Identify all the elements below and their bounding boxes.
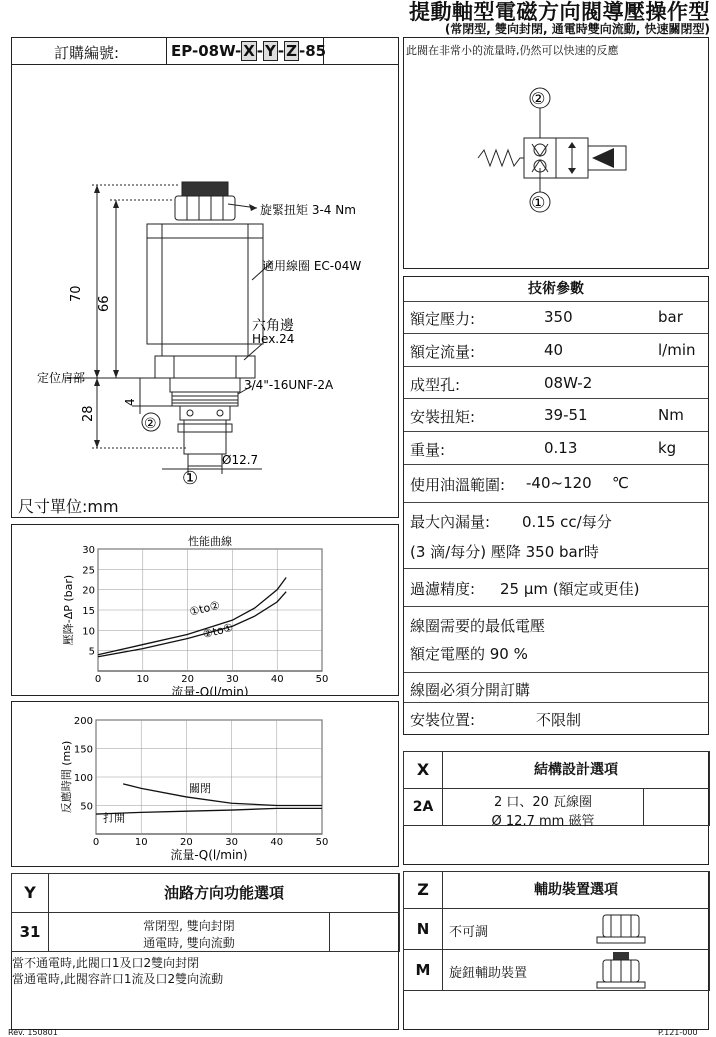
y-tick-label: 20 [82,585,95,597]
order-code-dash: - [256,42,263,60]
option-z-n-desc [442,908,710,950]
option-x-title: 結構設計選項 [442,751,710,789]
spec-voltage-line2: 額定電壓的 90 % [410,645,528,663]
x-axis-label: 流量-Q(l/min) [171,685,249,695]
drawing-panel [11,37,399,518]
spec-temperature [404,465,708,503]
x-tick-label: 50 [315,837,329,848]
response-time-chart-panel [11,701,399,867]
page-title: 提動軸型電磁方向閥導壓操作型 [409,0,710,24]
port-2-mark: ② [144,416,157,432]
spec-value: 39-51 [544,406,588,425]
spec-row [404,334,708,367]
option-y-line2: 通電時, 雙向流動 [143,936,235,950]
pressure-drop-chart [12,525,398,695]
option-z-panel [403,871,709,1030]
hydraulic-symbol [404,68,708,268]
pressure-drop-chart-panel [11,524,399,696]
spec-label: 額定流量: [410,342,476,361]
unit-note: 尺寸單位:mm [18,497,119,516]
y-axis-label: 壓降-ΔP (bar) [62,574,75,646]
x-tick-label: 50 [315,674,329,685]
spec-temp-label: 使用油溫範圍: [410,476,506,494]
option-y-spare [329,912,400,952]
option-x-desc [442,788,644,829]
spec-row [404,367,708,400]
hex-value: Hex.24 [252,332,295,346]
coil-label: 適用線圈 EC-04W [262,259,362,273]
y-tick-label: 25 [82,565,95,577]
option-z-n-text: 不可調 [449,925,489,940]
option-z-m-desc [442,949,710,991]
spec-filter-value: 25 μm (額定或更佳) [500,580,640,598]
option-x-panel [403,751,709,865]
order-code-prefix: EP-08W- [171,42,242,60]
order-code-suffix: -85 [299,42,327,60]
x-tick-label: 40 [270,674,284,685]
chart-title: 性能曲線 [188,535,232,548]
diameter-label: Ø12.7 [222,453,259,467]
valve-drawing [12,64,398,494]
y-axis-label: 反應時間 (ms) [60,740,73,814]
option-y-desc [48,912,330,952]
spec-mount-value: 不限制 [536,711,582,729]
hex-label: 六角邊 [252,318,294,334]
option-z-head: Z [403,871,443,909]
x-tick-label: 0 [92,837,100,848]
port-1-mark: ① [182,468,199,489]
specs-title: 技術參數 [404,277,708,302]
spec-unit: l/min [658,340,696,359]
symbol-panel [403,37,709,269]
locating-shoulder-label: 定位肩部 [37,371,86,385]
spec-leak-value: 0.15 cc/每分 [522,513,612,531]
y-tick-label: 5 [88,646,95,658]
x-tick-label: 40 [270,837,284,848]
dim-66: 66 [97,295,112,312]
spec-value: 40 [544,340,564,359]
order-code-row [12,38,398,65]
series-line-2 [98,592,286,657]
y-tick-label: 150 [73,744,93,756]
option-z-n-code: N [403,908,443,950]
series-label-close: 關閉 [188,781,211,795]
symbol-description: 此閥在非常小的流量時,仍然可以快速的反應 [406,44,619,57]
y-tick-label: 10 [82,626,95,638]
option-x-line2: Ø 12.7 mm 磁管 [491,814,595,829]
order-code-z: Z [286,42,297,60]
spec-mounting [404,703,708,735]
spec-row [404,432,708,465]
spec-coil-order [404,673,708,703]
dim-4: 4 [123,398,137,406]
option-y-line1: 常閉型, 雙向封閉 [143,919,235,933]
option-y-head: Y [11,873,49,913]
x-tick-label: 20 [180,837,193,848]
spec-filter-label: 過濾精度: [410,580,476,598]
footer-left: Rev. 150801 [8,1028,58,1037]
symbol-port-1: ① [531,193,546,212]
spec-unit: Nm [658,406,684,425]
torque-label: 旋緊扭矩 3-4 Nm [260,203,356,217]
spec-label: 重量: [410,441,446,460]
spec-label: 安裝扭矩: [410,408,476,427]
series-line-1 [123,781,322,806]
order-code-y: Y [265,42,276,60]
spec-leak-note: (3 滴/每分) 壓降 350 bar時 [410,543,599,561]
spec-value: 08W-2 [544,373,593,392]
x-tick-label: 30 [226,674,239,685]
spec-voltage-line1: 線圈需要的最低電壓 [410,617,546,635]
option-z-m-text: 旋鈕輔助裝置 [449,966,528,981]
spec-leak-label: 最大內漏量: [410,513,491,531]
spec-temp-value: -40~120 [526,474,592,492]
order-code-dash: - [277,42,285,60]
x-tick-label: 0 [94,674,102,685]
x-tick-label: 10 [136,674,150,685]
spec-row [404,301,708,334]
symbol-port-2: ② [531,89,546,108]
option-x-code: 2A [403,788,443,826]
y-tick-label: 200 [73,716,93,727]
page-subtitle: (常閉型, 雙向封閉, 通電時雙向流動, 快速關閉型) [444,22,710,36]
option-x-spare [643,788,710,826]
spec-row [404,399,708,432]
series-label-b: ②to① [201,620,235,642]
thread-label: 3/4"-16UNF-2A [244,378,334,392]
response-time-chart [12,702,398,866]
option-y-panel [11,873,399,1030]
dim-28: 28 [81,405,96,422]
spec-value: 0.13 [544,439,578,458]
order-code [166,38,327,64]
order-label: 訂購編號: [54,44,120,62]
spec-value: 350 [544,308,573,326]
spec-temp-unit: ℃ [612,474,629,492]
spec-coil-order-text: 線圈必須分開訂購 [410,681,531,699]
spec-leakage [404,503,708,569]
option-y-note2: 當通電時,此閥容許口1流及口2雙向流動 [12,972,224,986]
x-tick-label: 20 [181,674,194,685]
dim-70: 70 [69,285,84,302]
spec-label: 成型孔: [410,375,461,394]
spec-unit: kg [658,439,677,458]
option-x-line1: 2 口、20 瓦線圈 [493,795,593,810]
option-y-title: 油路方向功能選項 [48,873,400,913]
spec-label: 額定壓力: [410,310,476,328]
series-line-2 [96,808,322,814]
option-y-code: 31 [11,912,49,952]
series-label-open: 打開 [103,811,126,825]
footer-right: P.121-000 [658,1028,698,1037]
option-z-title: 輔助裝置選項 [442,871,710,909]
option-x-head: X [403,751,443,789]
knob-fixed-icon [591,911,651,947]
order-code-x: X [243,42,255,60]
x-tick-label: 10 [134,837,148,848]
x-axis-label: 流量-Q(l/min) [170,848,248,862]
specs-panel [403,276,709,735]
y-tick-label: 15 [82,606,95,617]
spec-voltage [404,607,708,673]
option-y-note1: 當不通電時,此閥口1及口2雙向封閉 [12,956,200,970]
spec-filtration [404,569,708,607]
y-tick-label: 50 [80,801,93,813]
spec-unit: bar [658,308,683,326]
y-tick-label: 30 [82,545,95,556]
series-label-a: ①to② [188,598,222,619]
knob-manual-icon [591,950,651,990]
spec-mount-label: 安裝位置: [410,711,476,729]
x-tick-label: 30 [225,837,238,848]
option-z-m-code: M [403,949,443,991]
y-tick-label: 100 [73,773,93,784]
